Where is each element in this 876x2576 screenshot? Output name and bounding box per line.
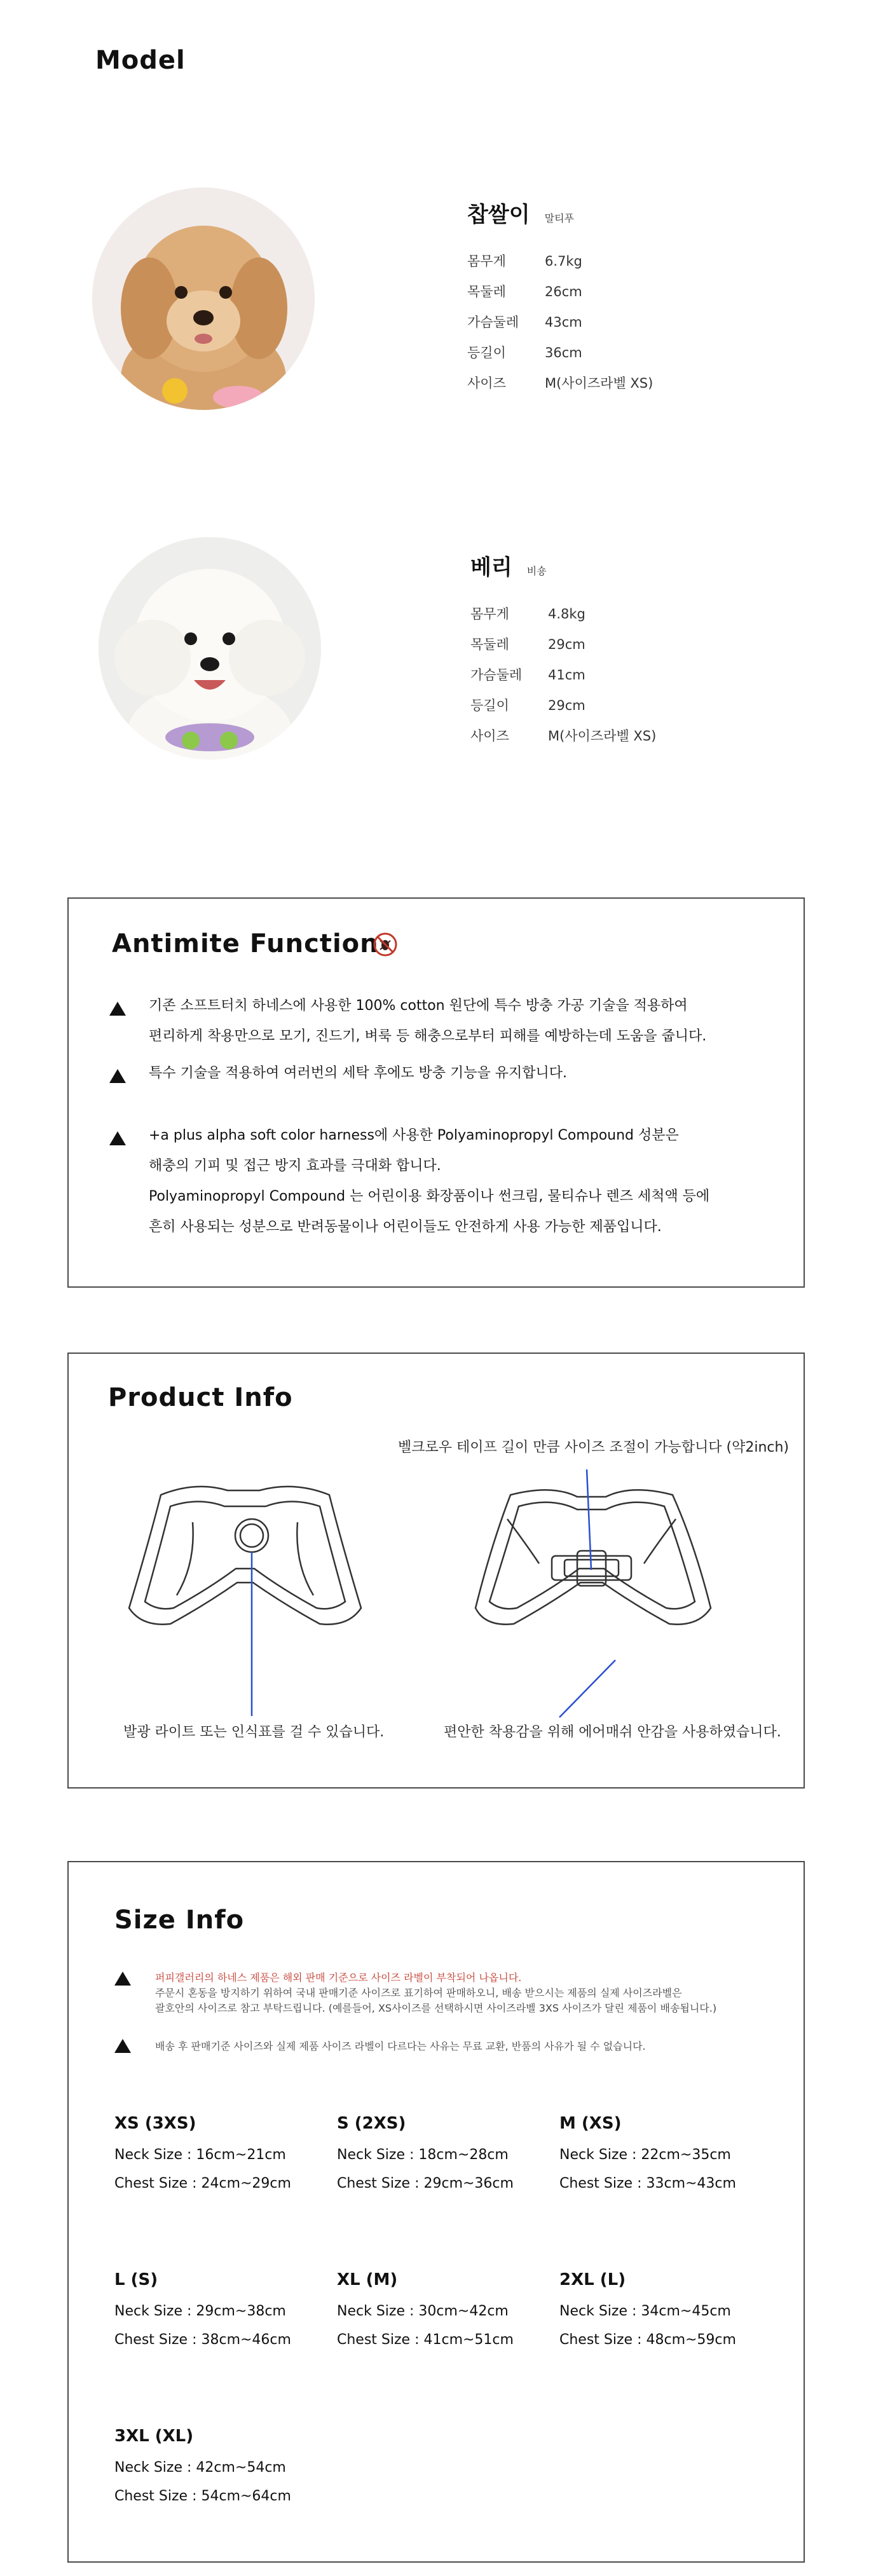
antimite-line: Polyaminopropyl Compound 는 어린이용 화장품이나 썬크림, 물티슈나 렌즈 세척액 등에 — [149, 1189, 710, 1204]
antimite-box — [67, 897, 805, 1288]
spec-value: 4.8kg — [548, 606, 585, 622]
spec-row — [467, 282, 653, 312]
size-note-line: 괄호안의 사이즈로 참고 부탁드립니다. (예를들어, XS사이즈를 선택하시면 사이즈라벨 3XS 사이즈가 달린 제품이 배송됩니다.) — [155, 2002, 717, 2014]
antimite-title: Antimite Function — [112, 929, 379, 958]
dog-photo-berry — [99, 537, 321, 760]
size-note-red: 퍼피갤러리의 하네스 제품은 해외 판매 기준으로 사이즈 라벨이 부착되어 나옵니다. — [155, 1972, 522, 1984]
spec-row — [467, 312, 653, 343]
size-label: S (2XS) — [337, 2114, 406, 2133]
spec-key: 몸무게 — [470, 606, 509, 622]
model-title: Model — [95, 46, 186, 75]
light-tag-note: 발광 라이트 또는 인식표를 걸 수 있습니다. — [123, 1724, 385, 1740]
antimite-item-2 — [149, 1058, 567, 1089]
size-label: 3XL (XL) — [114, 2427, 194, 2446]
spec-key: 가슴둘레 — [467, 315, 519, 330]
air-mesh-note: 편안한 착용감을 위해 에어매쉬 안감을 사용하였습니다. — [444, 1724, 781, 1740]
spec-key: 사이즈 — [470, 728, 509, 744]
dog-name: 베리 — [470, 555, 512, 580]
spec-row — [470, 695, 656, 726]
antimite-item-1 — [149, 991, 706, 1052]
size-block-2xl — [559, 2270, 736, 2348]
antimite-item-3 — [149, 1121, 709, 1243]
size-label: M (XS) — [559, 2114, 622, 2133]
bullet-triangle-icon — [109, 1002, 126, 1016]
spec-key: 몸무게 — [467, 254, 506, 269]
dog-spec-list — [467, 251, 653, 404]
neck-size: Neck Size : 16cm~21cm — [114, 2147, 286, 2163]
spec-key: 목둘레 — [467, 284, 506, 299]
antimite-line: 편리하게 착용만으로 모기, 진드기, 벼룩 등 해충으로부터 피해를 예방하는데 도움을 줍니다. — [149, 1028, 707, 1044]
size-block-3xl — [114, 2427, 291, 2504]
size-block-m — [559, 2114, 736, 2191]
spec-value: 41cm — [548, 667, 585, 683]
neck-size: Neck Size : 22cm~35cm — [559, 2147, 731, 2163]
size-label: XS (3XS) — [114, 2114, 196, 2133]
spec-key: 가슴둘레 — [470, 667, 523, 683]
spec-row — [467, 343, 653, 373]
antimite-line: 특수 기술을 적용하여 여러번의 세탁 후에도 방충 기능을 유지합니다. — [149, 1065, 567, 1081]
chest-size: Chest Size : 41cm~51cm — [337, 2332, 514, 2348]
chest-size: Chest Size : 24cm~29cm — [114, 2176, 291, 2191]
spec-row — [470, 634, 656, 665]
spec-row — [470, 604, 656, 634]
spec-key: 목둘레 — [470, 637, 509, 652]
bullet-triangle-icon — [109, 1069, 126, 1083]
size-block-xl — [337, 2270, 514, 2348]
spec-row — [470, 665, 656, 695]
spec-value: 6.7kg — [545, 254, 582, 269]
size-label: XL (M) — [337, 2270, 398, 2289]
dog-breed: 말티푸 — [544, 212, 575, 224]
chest-size: Chest Size : 54cm~64cm — [114, 2488, 291, 2504]
product-info-box — [67, 1353, 805, 1789]
dog-name: 찹쌀이 — [467, 202, 530, 228]
size-block-s — [337, 2114, 514, 2191]
size-info-box — [67, 1861, 805, 2563]
neck-size: Neck Size : 34cm~45cm — [559, 2303, 731, 2319]
bullet-triangle-icon — [114, 2039, 131, 2053]
spec-value: 36cm — [545, 345, 582, 360]
antimite-line: 기존 소프트터치 하네스에 사용한 100% cotton 원단에 특수 방충 가공 기술을 적용하여 — [149, 998, 688, 1014]
spec-row — [467, 251, 653, 282]
neck-size: Neck Size : 18cm~28cm — [337, 2147, 509, 2163]
spec-row — [467, 373, 653, 404]
spec-value: 26cm — [545, 284, 582, 299]
antimite-line: 해충의 기피 및 접근 방지 효과를 극대화 합니다. — [149, 1158, 441, 1174]
spec-key: 사이즈 — [467, 376, 506, 391]
velcro-note: 벨크로우 테이프 길이 만큼 사이즈 조절이 가능합니다 (약2inch) — [398, 1440, 790, 1455]
neck-size: Neck Size : 42cm~54cm — [114, 2460, 286, 2476]
no-mite-icon — [373, 932, 398, 960]
size-block-xs — [114, 2114, 291, 2191]
neck-size: Neck Size : 29cm~38cm — [114, 2303, 286, 2319]
chest-size: Chest Size : 33cm~43cm — [559, 2176, 736, 2191]
spec-value: M(사이즈라벨 XS) — [548, 728, 657, 744]
size-label: 2XL (L) — [559, 2270, 626, 2289]
size-label: L (S) — [114, 2270, 158, 2289]
size-note-line: 주문시 혼동을 방지하기 위하여 국내 판매기준 사이즈로 표기하여 판매하오니, 배송 받으시는 제품의 실제 사이즈라벨은 — [155, 1987, 682, 1999]
spec-value: 29cm — [548, 637, 585, 652]
spec-row — [470, 726, 656, 756]
chest-size: Chest Size : 29cm~36cm — [337, 2176, 514, 2191]
size-exchange-note: 배송 후 판매기준 사이즈와 실제 제품 사이즈 라벨이 다르다는 사유는 무료 교환, 반품의 사유가 될 수 없습니다. — [155, 2040, 646, 2052]
bullet-triangle-icon — [109, 1131, 126, 1145]
antimite-line: 흔히 사용되는 성분으로 반려동물이나 어린이들도 안전하게 사용 가능한 제품입니다. — [149, 1219, 662, 1235]
neck-size: Neck Size : 30cm~42cm — [337, 2303, 509, 2319]
size-block-l — [114, 2270, 291, 2348]
chest-size: Chest Size : 38cm~46cm — [114, 2332, 291, 2348]
product-info-title: Product Info — [108, 1383, 293, 1412]
dog-breed: 비숑 — [526, 565, 547, 577]
spec-value: 43cm — [545, 315, 582, 330]
spec-value: 29cm — [548, 698, 585, 713]
chest-size: Chest Size : 48cm~59cm — [559, 2332, 736, 2348]
bullet-triangle-icon — [114, 1972, 131, 1986]
size-info-title: Size Info — [114, 1905, 245, 1935]
dog-photo-chapssal — [92, 187, 315, 410]
antimite-line: +a plus alpha soft color harness에 사용한 Polyaminopropyl Compound 성분은 — [149, 1128, 679, 1143]
dog-spec-list — [470, 604, 656, 756]
size-label-note — [155, 1970, 716, 2016]
spec-key: 등길이 — [470, 698, 509, 713]
spec-value: M(사이즈라벨 XS) — [545, 376, 654, 391]
spec-key: 등길이 — [467, 345, 506, 360]
